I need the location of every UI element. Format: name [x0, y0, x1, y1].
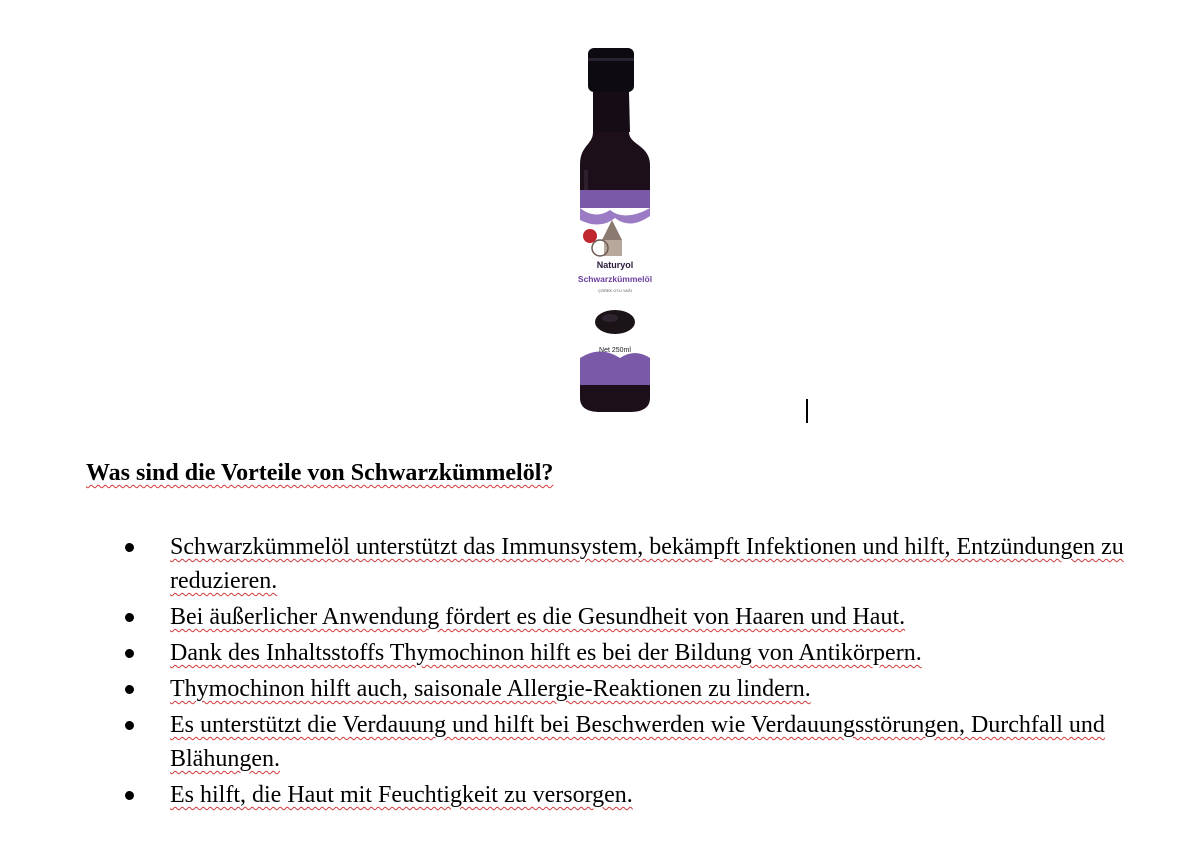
heading-text: Was sind die Vorteile von Schwarzkümmelöl?	[86, 460, 554, 486]
bullet-icon	[125, 791, 134, 800]
benefits-list	[125, 530, 1125, 814]
list-item	[125, 636, 1125, 670]
bullet-icon	[125, 613, 134, 622]
svg-text:Schwarzkümmelöl: Schwarzkümmelöl	[577, 274, 653, 284]
list-item	[125, 672, 1125, 706]
black-seed-oil-bottle-image	[560, 40, 670, 420]
bullet-icon	[125, 685, 134, 694]
list-item-text: Bei äußerlicher Anwendung fördert es die Gesundheit von Haaren und Haut.	[170, 604, 906, 630]
svg-text:Net 250ml: Net 250ml	[599, 347, 631, 354]
bullet-icon	[125, 649, 134, 658]
list-item-text: Es hilft, die Haut mit Feuchtigkeit zu versorgen.	[170, 782, 633, 808]
list-item	[125, 708, 1125, 776]
list-item-text: Thymochinon hilft auch, saisonale Allergie-Reaktionen zu lindern.	[170, 676, 811, 702]
list-item	[125, 600, 1125, 634]
list-item-text: Es unterstützt die Verdauung und hilft bei Beschwerden wie Verdauungsstörungen, Durchfall und Blähungen.	[170, 712, 1105, 772]
svg-text:ÇÖREK OTU YAĞI: ÇÖREK OTU YAĞI	[597, 288, 633, 293]
bullet-icon	[125, 543, 134, 552]
bullet-icon	[125, 721, 134, 730]
text-cursor	[806, 399, 808, 423]
list-item-text: Dank des Inhaltsstoffs Thymochinon hilft es bei der Bildung von Antikörpern.	[170, 640, 922, 666]
list-item	[125, 778, 1125, 812]
section-heading	[86, 458, 553, 488]
list-item-text: Schwarzkümmelöl unterstützt das Immunsystem, bekämpft Infektionen und hilft, Entzündungen zu reduzieren.	[170, 534, 1124, 594]
svg-text:Naturyol: Naturyol	[596, 260, 634, 270]
list-item	[125, 530, 1125, 598]
